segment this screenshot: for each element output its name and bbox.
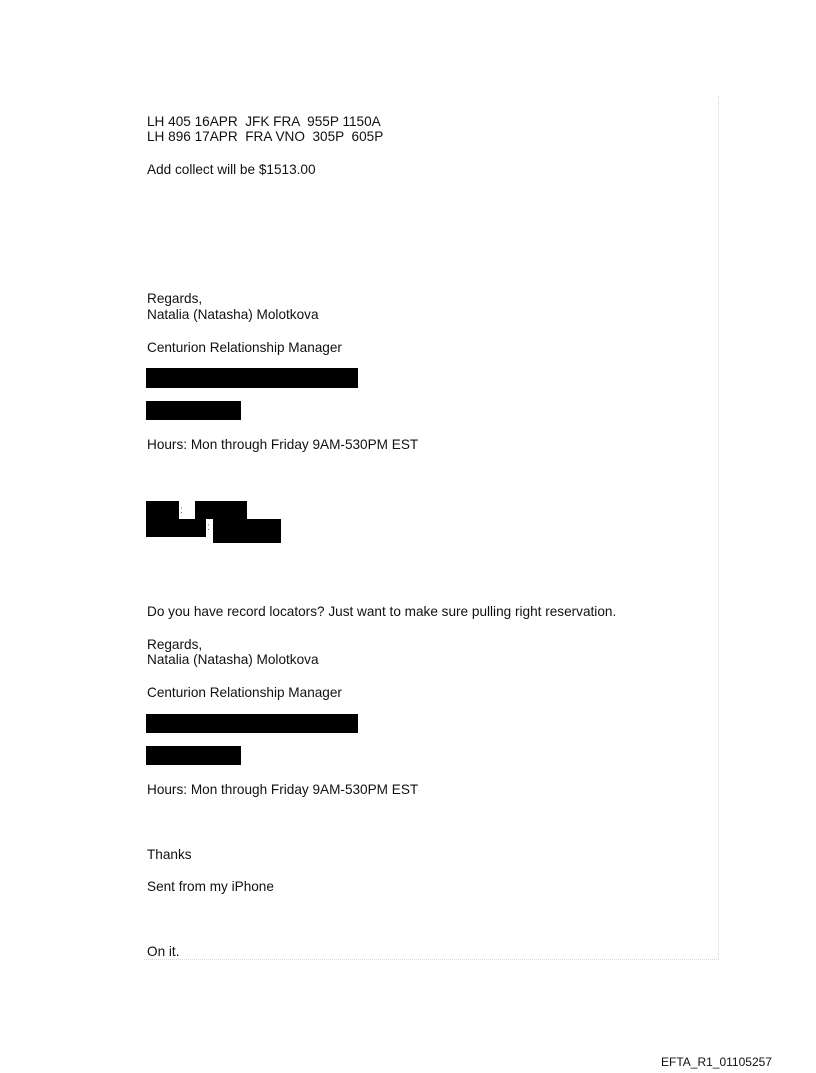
- signature-2-regards: Regards,: [147, 637, 203, 652]
- signature-1-regards: Regards,: [147, 291, 203, 306]
- signature-1-name: Natalia (Natasha) Molotkova: [147, 307, 319, 322]
- signature-2-title: Centurion Relationship Manager: [147, 685, 342, 700]
- redaction-block: [146, 714, 358, 733]
- signature-1-hours: Hours: Mon through Friday 9AM-530PM EST: [147, 437, 419, 452]
- redaction-block: [146, 368, 358, 388]
- document-id: EFTA_R1_01105257: [661, 1055, 772, 1069]
- thanks-line: Thanks: [147, 847, 192, 862]
- header-colon: :: [207, 522, 210, 533]
- signature-1-title: Centurion Relationship Manager: [147, 340, 342, 355]
- redaction-block: [213, 519, 281, 543]
- record-locator-question: Do you have record locators? Just want to make sure pulling right reservation.: [147, 604, 617, 619]
- redaction-block: [146, 501, 179, 519]
- redaction-block: [195, 501, 247, 519]
- signature-2-name: Natalia (Natasha) Molotkova: [147, 652, 319, 667]
- redaction-block: [146, 519, 206, 537]
- redaction-block: [146, 746, 241, 765]
- add-collect-line: Add collect will be $1513.00: [147, 162, 316, 177]
- redaction-block: [146, 401, 241, 420]
- flight-line-2: LH 896 17APR FRA VNO 305P 605P: [147, 129, 384, 144]
- header-colon: :: [180, 505, 183, 516]
- sent-from-line: Sent from my iPhone: [147, 879, 274, 894]
- signature-2-hours: Hours: Mon through Friday 9AM-530PM EST: [147, 782, 419, 797]
- flight-line-1: LH 405 16APR JFK FRA 955P 1150A: [147, 114, 381, 129]
- on-it-line: On it.: [147, 944, 180, 959]
